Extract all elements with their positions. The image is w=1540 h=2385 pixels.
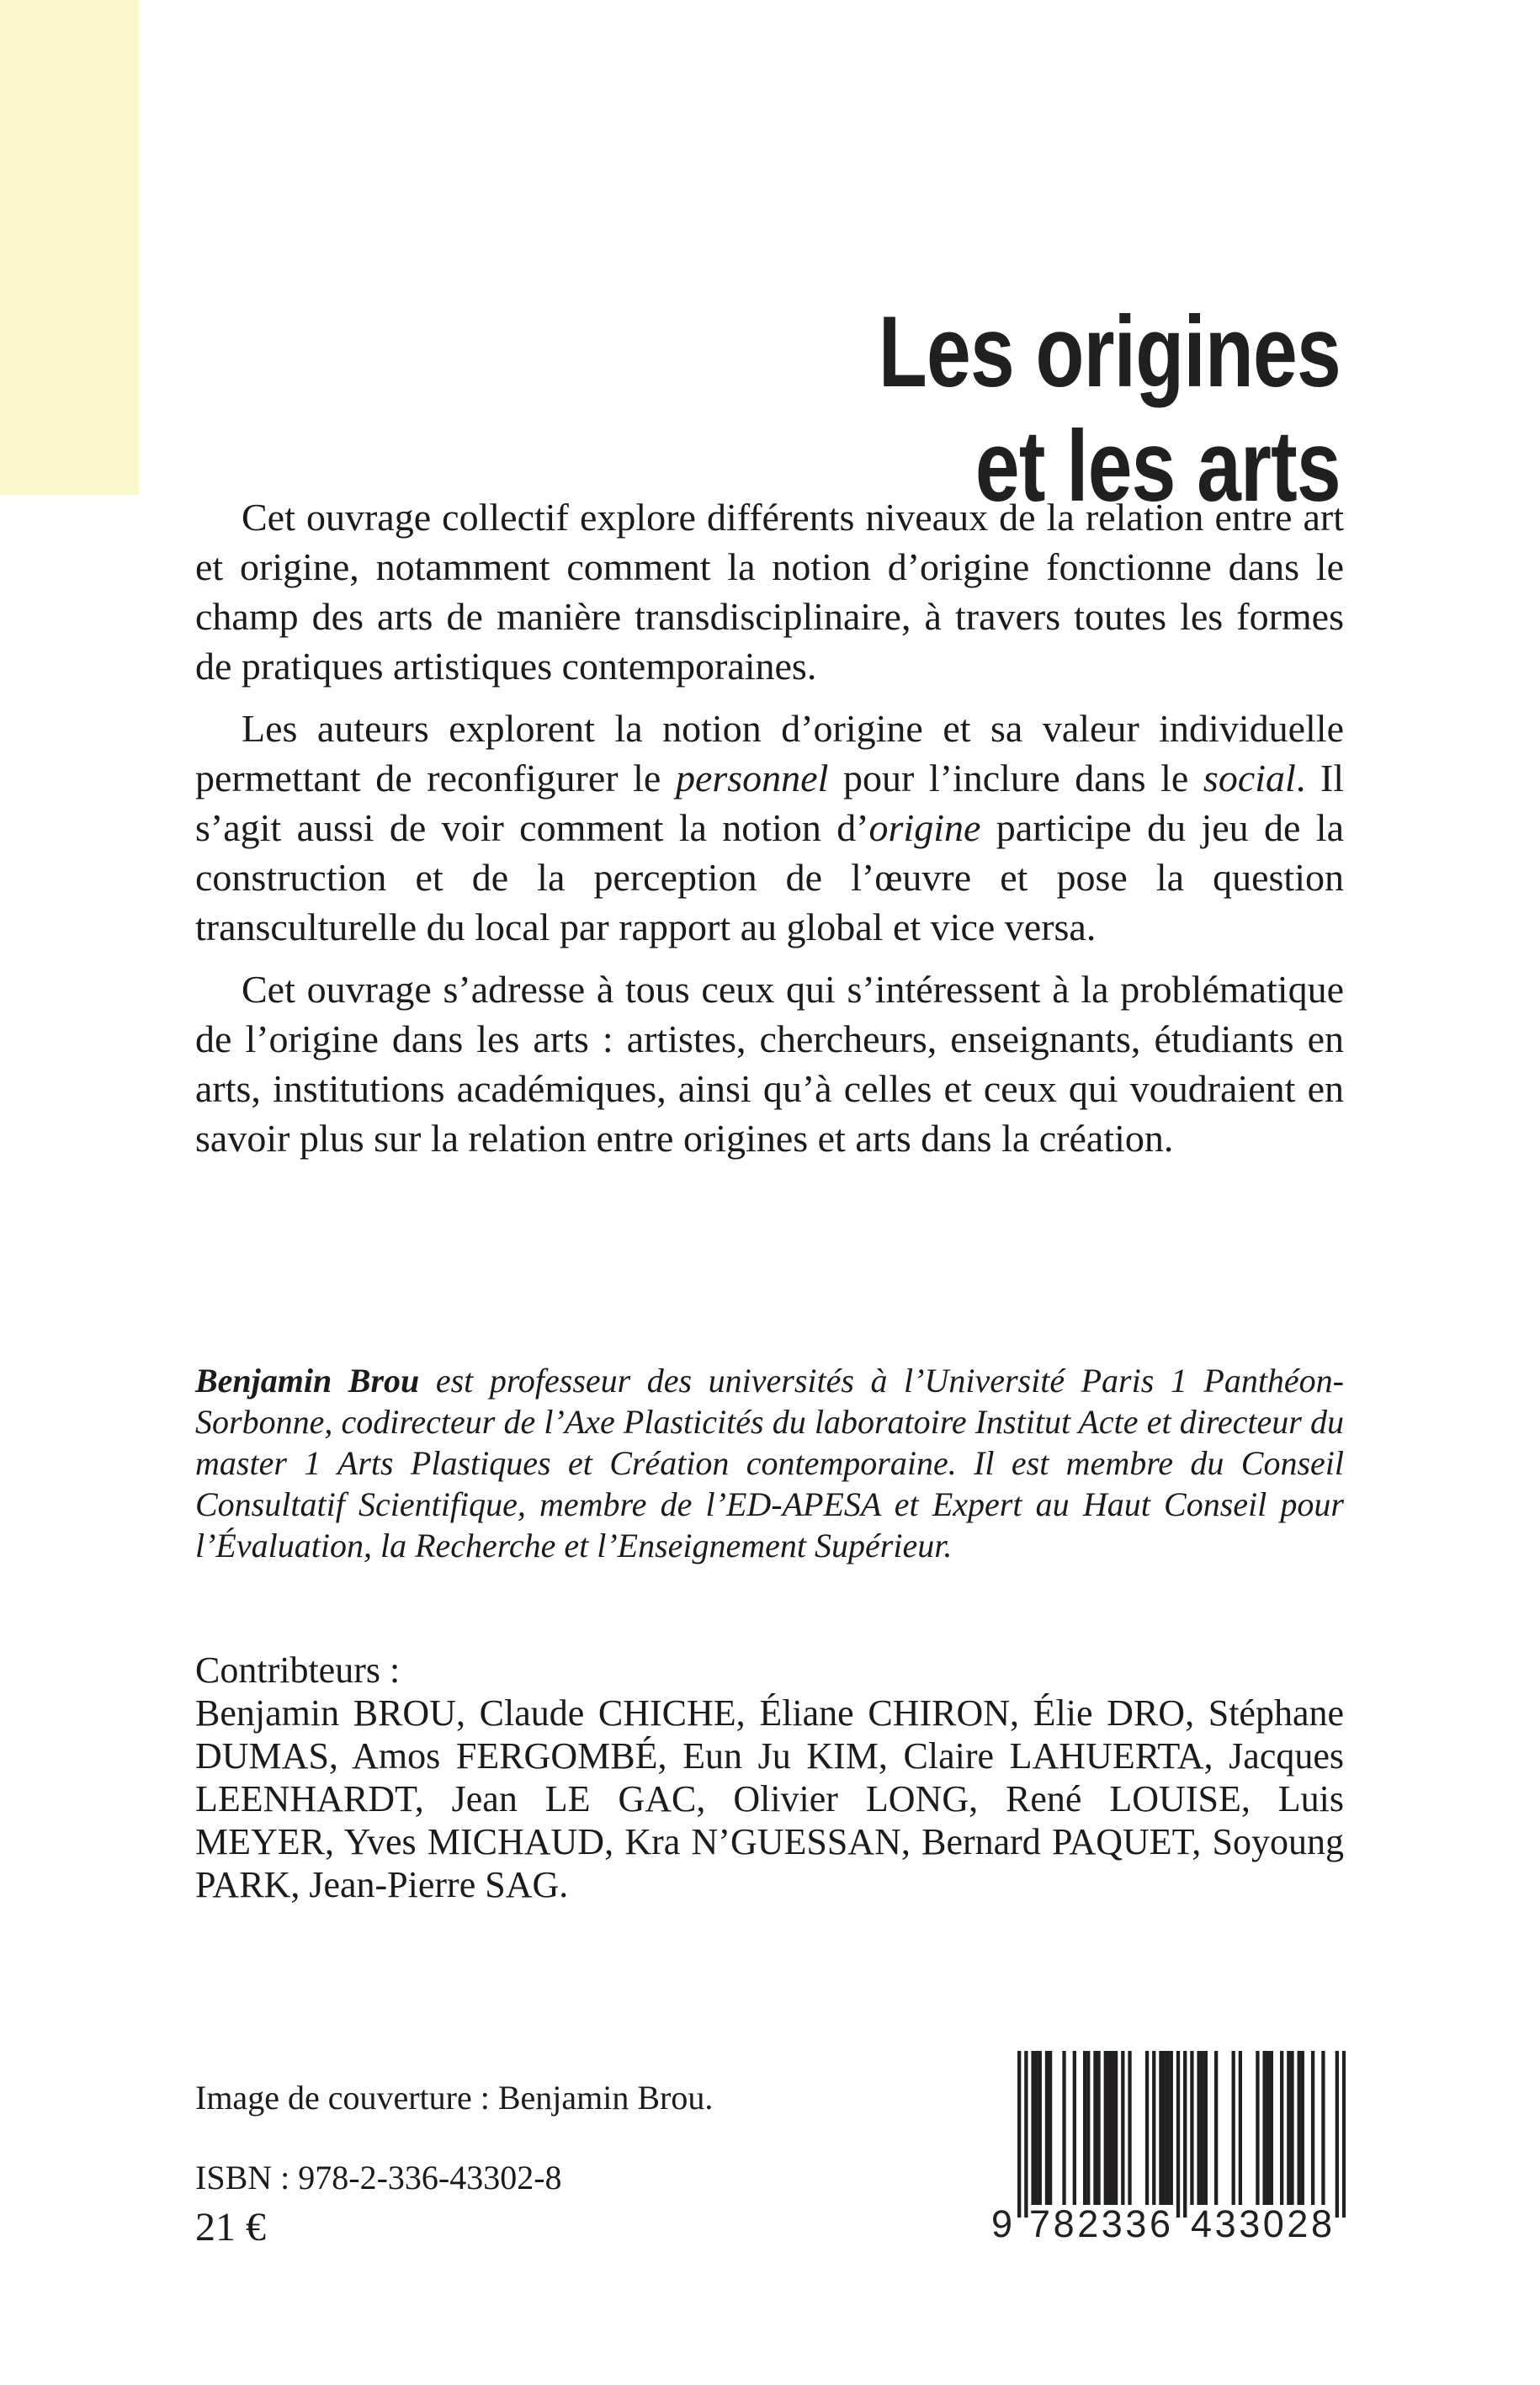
barcode-digit: 8 [1053, 2202, 1075, 2245]
barcode-digit: 8 [1310, 2202, 1332, 2245]
contributors-section [195, 1649, 1344, 1906]
price-text: 21 € [195, 2205, 266, 2250]
synopsis-paragraph-2 [195, 704, 1344, 952]
barcode-digit: 2 [1287, 2202, 1309, 2245]
barcode-digit: 2 [1077, 2202, 1099, 2245]
cover-image-credit: Image de couverture : Benjamin Brou. [195, 2079, 714, 2117]
text-segment: est professeur des universités à l’Université Paris 1 Panthéon-Sorbonne, codirecteur de l’Axe Plasticités du laboratoire Institut Acte et directeur du master 1 Arts Plastiques et Création contemporaine. Il est membre du Conseil Consultatif Scientifique, membre de l’ED-APESA et Expert au Haut Conseil pour l’Évaluation, la Recherche et l’Enseignement Supérieur. [195, 1362, 1345, 1564]
text-segment: Benjamin Brou [195, 1362, 420, 1400]
text-segment: pour l’inclure dans le [828, 757, 1203, 799]
barcode-digit-group-1 [1029, 2203, 1171, 2245]
barcode-digit: 4 [1191, 2202, 1213, 2245]
ean13-barcode [989, 2051, 1351, 2249]
book-title-line-1: Les origines [879, 295, 1341, 408]
corner-accent-band [0, 0, 139, 495]
barcode-digit: 0 [1262, 2202, 1284, 2245]
text-segment: origine [868, 806, 981, 849]
barcode-digit: 7 [1029, 2202, 1051, 2245]
author-bio [195, 1360, 1344, 1566]
contributors-names: Benjamin BROU, Claude CHICHE, Éliane CHIRON, Élie DRO, Stéphane DUMAS, Amos FERGOMBÉ, Eun Ju KIM, Claire LAHUERTA, Jacques LEENHARDT, Jean LE GAC, Olivier LONG, René LOUISE, Luis MEYER, Yves MICHAUD, Kra N’GUESSAN, Bernard PAQUET, Soyoung PARK, Jean-Pierre SAG. [195, 1692, 1344, 1905]
synopsis-paragraph-3: Cet ouvrage s’adresse à tous ceux qui s’intéressent à la problématique de l’origine dans les arts : artistes, chercheurs, enseignants, étudiants en arts, institutions académiques, ainsi qu’à celles et ceux qui voudraient en savoir plus sur la relation entre origines et arts dans la création. [195, 968, 1344, 1160]
barcode-bars [1017, 2051, 1346, 2218]
isbn-text: ISBN : 978-2-336-43302-8 [195, 2159, 562, 2196]
text-segment: . Il s’agit aussi de voir comment la notion d’ [195, 757, 1344, 849]
synopsis-paragraph-1: Cet ouvrage collectif explore différents niveaux de la relation entre art et origine, notamment comment la notion d’origine fonctionne dans le champ des arts de manière transdisciplinaire, à travers toutes les formes de pratiques artistiques contemporaines. [195, 496, 1344, 688]
book-title [879, 295, 1341, 523]
barcode-digit-first: 9 [990, 2202, 1012, 2245]
barcode-digit: 3 [1101, 2202, 1123, 2245]
barcode-digit: 6 [1149, 2202, 1171, 2245]
text-segment: social [1203, 757, 1296, 799]
contributors-heading: Contribteurs : [195, 1649, 401, 1691]
barcode-digit: 3 [1239, 2202, 1261, 2245]
barcode-digit-group-2 [1191, 2203, 1332, 2245]
text-segment: personnel [675, 757, 829, 799]
book-title-line-2: et les arts [975, 410, 1341, 523]
text-segment: Les auteurs explorent la notion d’origine et sa valeur individuelle permettant de reconfigurer le [195, 707, 1344, 799]
barcode-digit: 3 [1214, 2202, 1236, 2245]
text-segment: participe du jeu de la construction et de la perception de l’œuvre et pose la question transculturelle du local par rapport au global et vice versa. [195, 806, 1344, 948]
barcode-digit: 3 [1125, 2202, 1147, 2245]
